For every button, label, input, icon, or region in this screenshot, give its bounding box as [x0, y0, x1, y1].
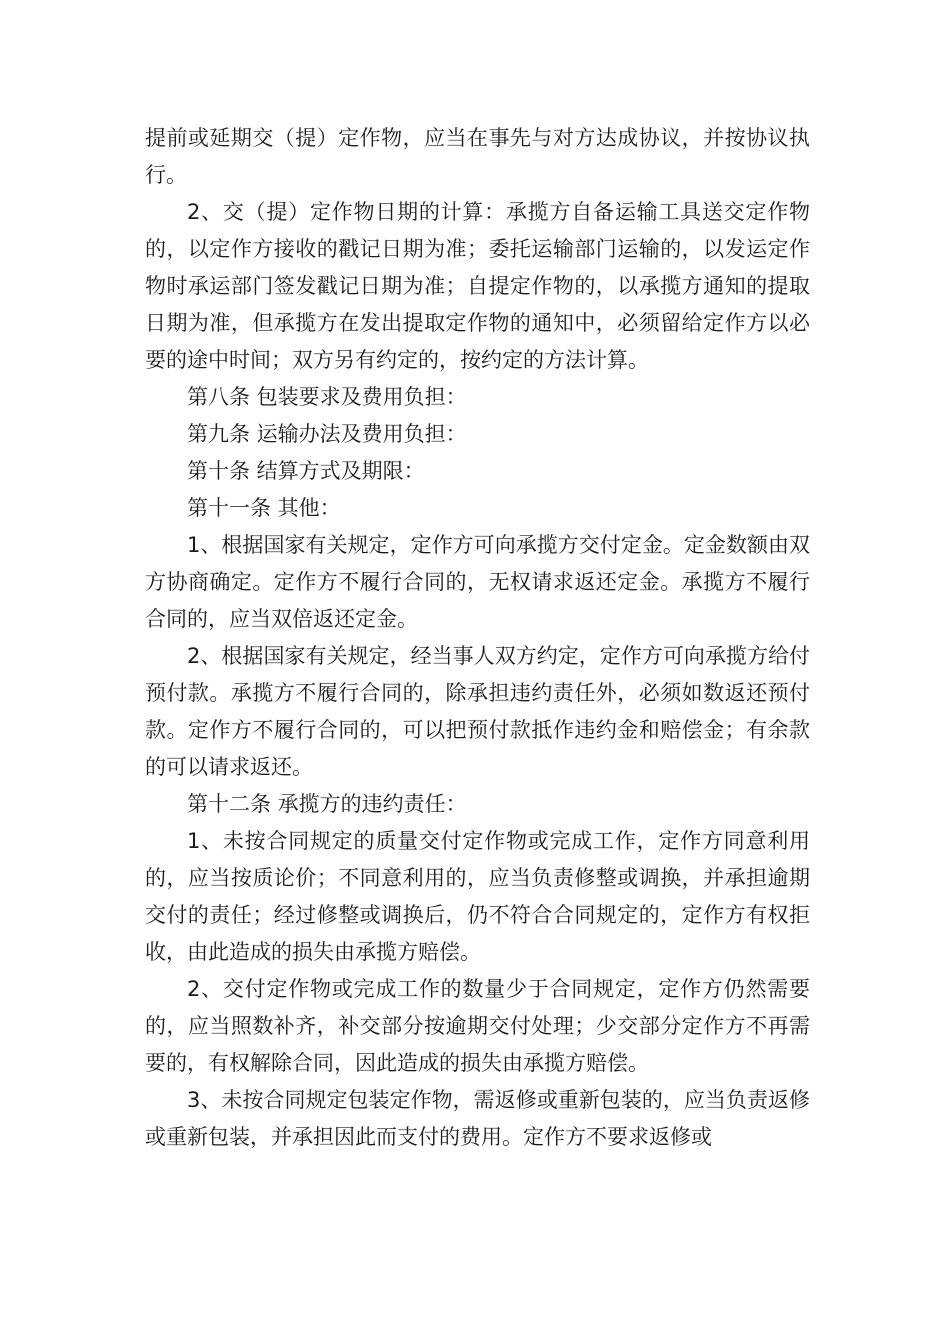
article-heading: 第十二条 承揽方的违约责任：	[187, 792, 467, 816]
paragraph: 2、交（提）定作物日期的计算：承揽方自备运输工具送交定作物的，以定作方接收的戳记日期为准；委托运输部门运输的，以发运定作物时承运部门签发戳记日期为准；自提定作物的，以承揽方通知的提取日期为准，但承揽方在发出提取定作物的通知中，必须留给定作方以必要的途中时间；双方另有约定的，按约定的方法计算。	[145, 200, 810, 372]
paragraph: 1、未按合同规定的质量交付定作物或完成工作，定作方同意利用的，应当按质论价；不同意利用的，应当负责修整或调换，并承担逾期交付的责任；经过修整或调换后，仍不符合合同规定的，定作方有权拒收，由此造成的损失由承揽方赔偿。	[145, 829, 810, 964]
paragraph: 1、根据国家有关规定，定作方可向承揽方交付定金。定金数额由双方协商确定。定作方不履行合同的，无权请求返还定金。承揽方不履行合同的，应当双倍返还定金。	[145, 533, 810, 631]
paragraph: 提前或延期交（提）定作物，应当在事先与对方达成协议，并按协议执行。	[145, 126, 810, 187]
article-heading: 第九条 运输办法及费用负担：	[187, 422, 467, 446]
paragraph: 2、交付定作物或完成工作的数量少于合同规定，定作方仍然需要的，应当照数补齐，补交部分按逾期交付处理；少交部分定作方不再需要的，有权解除合同，因此造成的损失由承揽方赔偿。	[145, 977, 810, 1075]
article-heading: 第十条 结算方式及期限：	[187, 459, 425, 483]
document-body	[145, 120, 810, 1156]
article-heading: 第八条 包装要求及费用负担：	[187, 385, 467, 409]
paragraph: 2、根据国家有关规定，经当事人双方约定，定作方可向承揽方给付预付款。承揽方不履行合同的，除承担违约责任外，必须如数返还预付款。定作方不履行合同的，可以把预付款抵作违约金和赔偿金；有余款的可以请求返还。	[145, 644, 810, 779]
article-heading: 第十一条 其他：	[187, 496, 341, 520]
paragraph: 3、未按合同规定包装定作物，需返修或重新包装的，应当负责返修或重新包装，并承担因此而支付的费用。定作方不要求返修或	[145, 1088, 810, 1149]
